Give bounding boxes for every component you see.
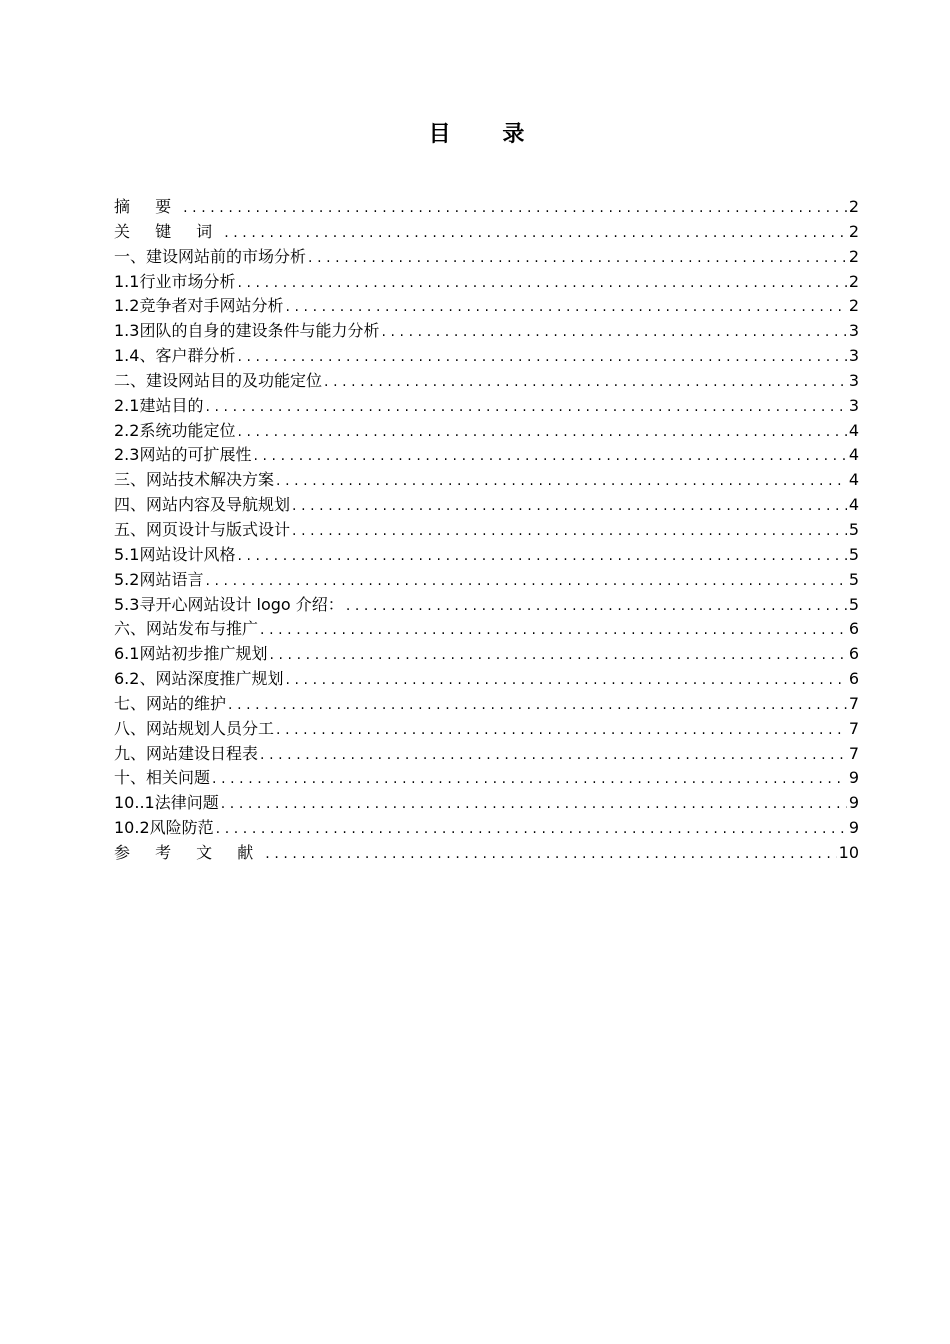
toc-dot-leader (253, 444, 846, 469)
toc-dot-leader (212, 767, 847, 792)
toc-entry[interactable] (114, 543, 859, 568)
toc-entry-page-number: 2 (848, 296, 859, 316)
toc-entry[interactable] (114, 270, 859, 295)
toc-dot-leader (237, 345, 846, 370)
toc-entry-label: 九、网站建设日程表 (114, 743, 259, 763)
toc-entry[interactable] (114, 766, 859, 791)
toc-dot-leader (183, 196, 847, 221)
toc-dot-leader (224, 221, 847, 246)
toc-dot-leader (237, 420, 846, 445)
toc-entry-label: 5.1网站设计风格 (114, 544, 236, 564)
toc-entry[interactable] (114, 568, 859, 593)
toc-dot-leader (205, 569, 846, 594)
toc-entry-label: 参 考 文 献 (114, 842, 264, 862)
toc-entry-page-number: 7 (848, 693, 859, 713)
toc-entry-page-number: 6 (848, 619, 859, 639)
toc-entry-page-number: 10 (838, 842, 859, 862)
toc-entry-label: 10.2风险防范 (114, 818, 214, 838)
toc-entry-page-number: 7 (848, 743, 859, 763)
toc-entry-label: 10..1法律问题 (114, 793, 219, 813)
toc-entry-page-number: 9 (848, 793, 859, 813)
toc-dot-leader (260, 743, 847, 768)
toc-dot-leader (381, 320, 846, 345)
toc-entry[interactable] (114, 245, 859, 270)
toc-entry[interactable] (114, 468, 859, 493)
toc-dot-leader (292, 519, 847, 544)
toc-entry[interactable] (114, 742, 859, 767)
toc-entry-label: 二、建设网站目的及功能定位 (114, 370, 323, 390)
toc-entry[interactable] (114, 443, 859, 468)
toc-entry[interactable] (114, 220, 859, 245)
toc-entry[interactable] (114, 642, 859, 667)
toc-entry-page-number: 4 (848, 470, 859, 490)
toc-entry-label: 八、网站规划人员分工 (114, 718, 275, 738)
toc-entry[interactable] (114, 369, 859, 394)
toc-dot-leader (285, 668, 846, 693)
toc-entry-label: 七、网站的维护 (114, 693, 227, 713)
toc-dot-leader (265, 842, 836, 867)
toc-entry-label: 关 键 词 (114, 221, 223, 241)
toc-entry-page-number: 5 (848, 544, 859, 564)
toc-dot-leader (237, 544, 846, 569)
toc-dot-leader (346, 594, 847, 619)
toc-entry-label: 四、网站内容及导航规划 (114, 495, 291, 515)
toc-entry-page-number: 9 (848, 818, 859, 838)
toc-dot-leader (324, 370, 847, 395)
toc-entry-page-number: 4 (848, 445, 859, 465)
toc-entry-label: 六、网站发布与推广 (114, 619, 259, 639)
toc-entry[interactable] (114, 692, 859, 717)
toc-entry[interactable] (114, 667, 859, 692)
toc-entry-label: 2.2系统功能定位 (114, 420, 236, 440)
toc-entry[interactable] (114, 518, 859, 543)
toc-entry-page-number: 3 (848, 321, 859, 341)
toc-entry-label: 五、网页设计与版式设计 (114, 519, 291, 539)
toc-entry-label: 三、网站技术解决方案 (114, 470, 275, 490)
toc-entry-label: 6.2、网站深度推广规划 (114, 669, 284, 689)
toc-entry-page-number: 6 (848, 669, 859, 689)
toc-entry-label: 1.3团队的自身的建设条件与能力分析 (114, 321, 380, 341)
toc-entry-page-number: 6 (848, 644, 859, 664)
toc-entry-page-number: 2 (848, 221, 859, 241)
toc-entry[interactable] (114, 419, 859, 444)
toc-entry-label: 1.4、客户群分析 (114, 346, 236, 366)
toc-entry[interactable] (114, 617, 859, 642)
toc-entry[interactable] (114, 717, 859, 742)
toc-entry[interactable] (114, 394, 859, 419)
toc-entry-label: 6.1网站初步推广规划 (114, 644, 268, 664)
toc-dot-leader (269, 643, 846, 668)
toc-entry-page-number: 5 (848, 519, 859, 539)
toc-entry[interactable] (114, 319, 859, 344)
toc-dot-leader (292, 494, 847, 519)
toc-entry-page-number: 4 (848, 495, 859, 515)
toc-dot-leader (216, 817, 847, 842)
toc-entry-label: 十、相关问题 (114, 768, 211, 788)
toc-dot-leader (205, 395, 846, 420)
toc-entry[interactable] (114, 493, 859, 518)
toc-entry-page-number: 2 (848, 271, 859, 291)
toc-entry-page-number: 3 (848, 346, 859, 366)
table-of-contents (114, 195, 859, 866)
toc-entry-page-number: 2 (848, 197, 859, 216)
toc-entry-label: 5.2网站语言 (114, 569, 204, 589)
toc-entry[interactable] (114, 195, 859, 220)
page-title: 目 录 (428, 122, 547, 147)
toc-dot-leader (237, 271, 846, 296)
toc-dot-leader (276, 469, 847, 494)
toc-entry[interactable] (114, 791, 859, 816)
toc-entry-page-number: 7 (848, 718, 859, 738)
toc-entry[interactable] (114, 593, 859, 618)
toc-dot-leader (308, 246, 847, 271)
toc-entry[interactable] (114, 816, 859, 841)
toc-entry-page-number: 3 (848, 370, 859, 390)
toc-dot-leader (260, 618, 847, 643)
toc-entry-page-number: 9 (848, 768, 859, 788)
toc-dot-leader (285, 295, 846, 320)
toc-entry-label: 1.1行业市场分析 (114, 271, 236, 291)
toc-dot-leader (221, 792, 847, 817)
toc-entry-label: 1.2竞争者对手网站分析 (114, 296, 284, 316)
toc-entry[interactable] (114, 344, 859, 369)
toc-entry-page-number: 5 (848, 569, 859, 589)
toc-entry-label: 一、建设网站前的市场分析 (114, 246, 307, 266)
toc-entry-label: 2.1建站目的 (114, 395, 204, 415)
toc-entry-page-number: 3 (848, 395, 859, 415)
toc-entry-page-number: 5 (848, 594, 859, 614)
toc-dot-leader (228, 693, 847, 718)
toc-entry[interactable] (114, 294, 859, 319)
toc-dot-leader (276, 718, 847, 743)
toc-entry-page-number: 2 (848, 246, 859, 266)
toc-entry-label: 摘 要 (114, 197, 182, 216)
toc-entry-page-number: 4 (848, 420, 859, 440)
toc-entry-label: 5.3寻开心网站设计 logo 介绍： (114, 594, 344, 614)
toc-entry-label: 2.3网站的可扩展性 (114, 445, 252, 465)
toc-entry[interactable] (114, 841, 859, 866)
